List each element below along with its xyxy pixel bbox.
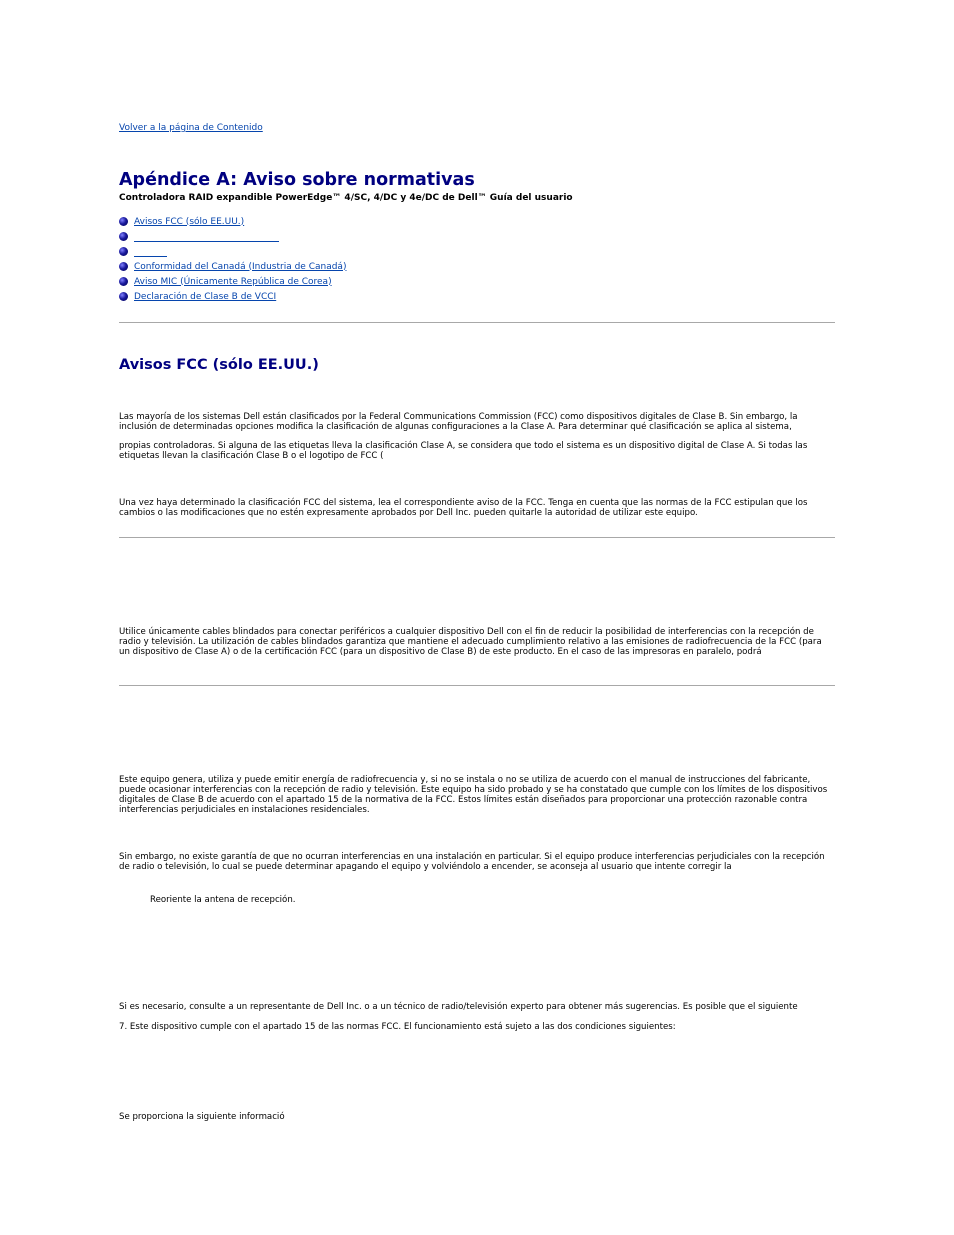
toc-link-fcc[interactable]: Avisos FCC (sólo EE.UU.) <box>134 216 245 227</box>
bullet-icon <box>119 232 128 241</box>
bullet-icon <box>119 247 128 256</box>
bullet-icon <box>119 292 128 301</box>
classb-paragraph-3: Si es necesario, consulte a un representante de Dell Inc. o a un técnico de radio/televisión experto para obtener más sugerencias. Es posible que el siguiente <box>119 1002 798 1012</box>
toc-link-mic[interactable]: Aviso MIC (Únicamente República de Corea) <box>134 276 332 287</box>
back-to-contents-link[interactable]: Volver a la página de Contenido <box>119 123 263 133</box>
toc-item <box>119 214 346 229</box>
toc-item <box>119 274 346 289</box>
fcc-paragraph-2: propias controladoras. Si alguna de las etiquetas lleva la clasificación Clase A, se considera que todo el sistema es un dispositivo digital de Clase A. Si todas las etiquetas llevan la clasificación Clase B o el logotipo de FCC ( <box>119 441 808 461</box>
toc-link-blank-1[interactable] <box>134 232 279 242</box>
classb-paragraph-1: Este equipo genera, utiliza y puede emitir energía de radiofrecuencia y, si no se instala o no se utiliza de acuerdo con el manual de instrucciones del fabricante, puede ocasionar interferencias con la recepción de radio y televisión. Este equipo ha sido probado y se ha constatado que cumple con los límites de los dispositivos digitales de Clase B de acuerdo con el apartado 15 de la normativa de la FCC. Estos límites están diseñados para proporcionar una protección razonable contra interferencias perjudiciales en instalaciones residenciales. <box>119 775 828 815</box>
section-divider <box>119 685 835 686</box>
toc-link-vcci[interactable]: Declaración de Clase B de VCCI <box>134 291 277 302</box>
table-of-contents <box>119 214 346 304</box>
classb-bullet-1: Reoriente la antena de recepción. <box>150 895 296 905</box>
section-divider <box>119 537 835 538</box>
bullet-icon <box>119 277 128 286</box>
section-divider <box>119 322 835 323</box>
toc-item <box>119 229 346 244</box>
classb-paragraph-4: 7. Este dispositivo cumple con el apartado 15 de las normas FCC. El funcionamiento está sujeto a las dos condiciones siguientes: <box>119 1022 676 1032</box>
toc-item <box>119 244 346 259</box>
classb-paragraph-5: Se proporciona la siguiente informació <box>119 1112 285 1122</box>
fcc-paragraph-1: Las mayoría de los sistemas Dell están clasificados por la Federal Communications Commission (FCC) como dispositivos digitales de Clase B. Sin embargo, la inclusión de determinadas opciones modifica la clasificación de algunas configuraciones a la Clase A. Para determinar qué clasificación se aplica al sistema, <box>119 412 798 432</box>
toc-item <box>119 289 346 304</box>
cables-paragraph: Utilice únicamente cables blindados para conectar periféricos a cualquier dispositivo Dell con el fin de reducir la posibilidad de interferencias con la recepción de radio y televisión. La utilización de cables blindados garantiza que mantiene el adecuado cumplimiento relativo a las emisiones de radiofrecuencia de la FCC (para un dispositivo de Clase A) o de la certificación FCC (para un dispositivo de Clase B) de este producto. En el caso de las impresoras en paralelo, podrá <box>119 627 822 657</box>
section-heading-fcc: Avisos FCC (sólo EE.UU.) <box>119 357 319 373</box>
page-title: Apéndice A: Aviso sobre normativas <box>119 170 475 190</box>
bullet-icon <box>119 262 128 271</box>
page-subtitle: Controladora RAID expandible PowerEdge™ 4/SC, 4/DC y 4e/DC de Dell™ Guía del usuario <box>119 193 573 203</box>
classb-paragraph-2: Sin embargo, no existe garantía de que no ocurran interferencias en una instalación en particular. Si el equipo produce interferencias perjudiciales con la recepción de radio o televisión, lo cual se puede determinar apagando el equipo y volviéndolo a encender, se aconseja al usuario que intente corregir la <box>119 852 825 872</box>
toc-link-blank-2[interactable] <box>134 247 167 257</box>
toc-link-canada[interactable]: Conformidad del Canadá (Industria de Canadá) <box>134 261 347 272</box>
fcc-paragraph-3: Una vez haya determinado la clasificación FCC del sistema, lea el correspondiente aviso de la FCC. Tenga en cuenta que las normas de la FCC estipulan que los cambios o las modificaciones que no estén expresamente aprobados por Dell Inc. pueden quitarle la autoridad de utilizar este equipo. <box>119 498 808 518</box>
toc-item <box>119 259 346 274</box>
bullet-icon <box>119 217 128 226</box>
